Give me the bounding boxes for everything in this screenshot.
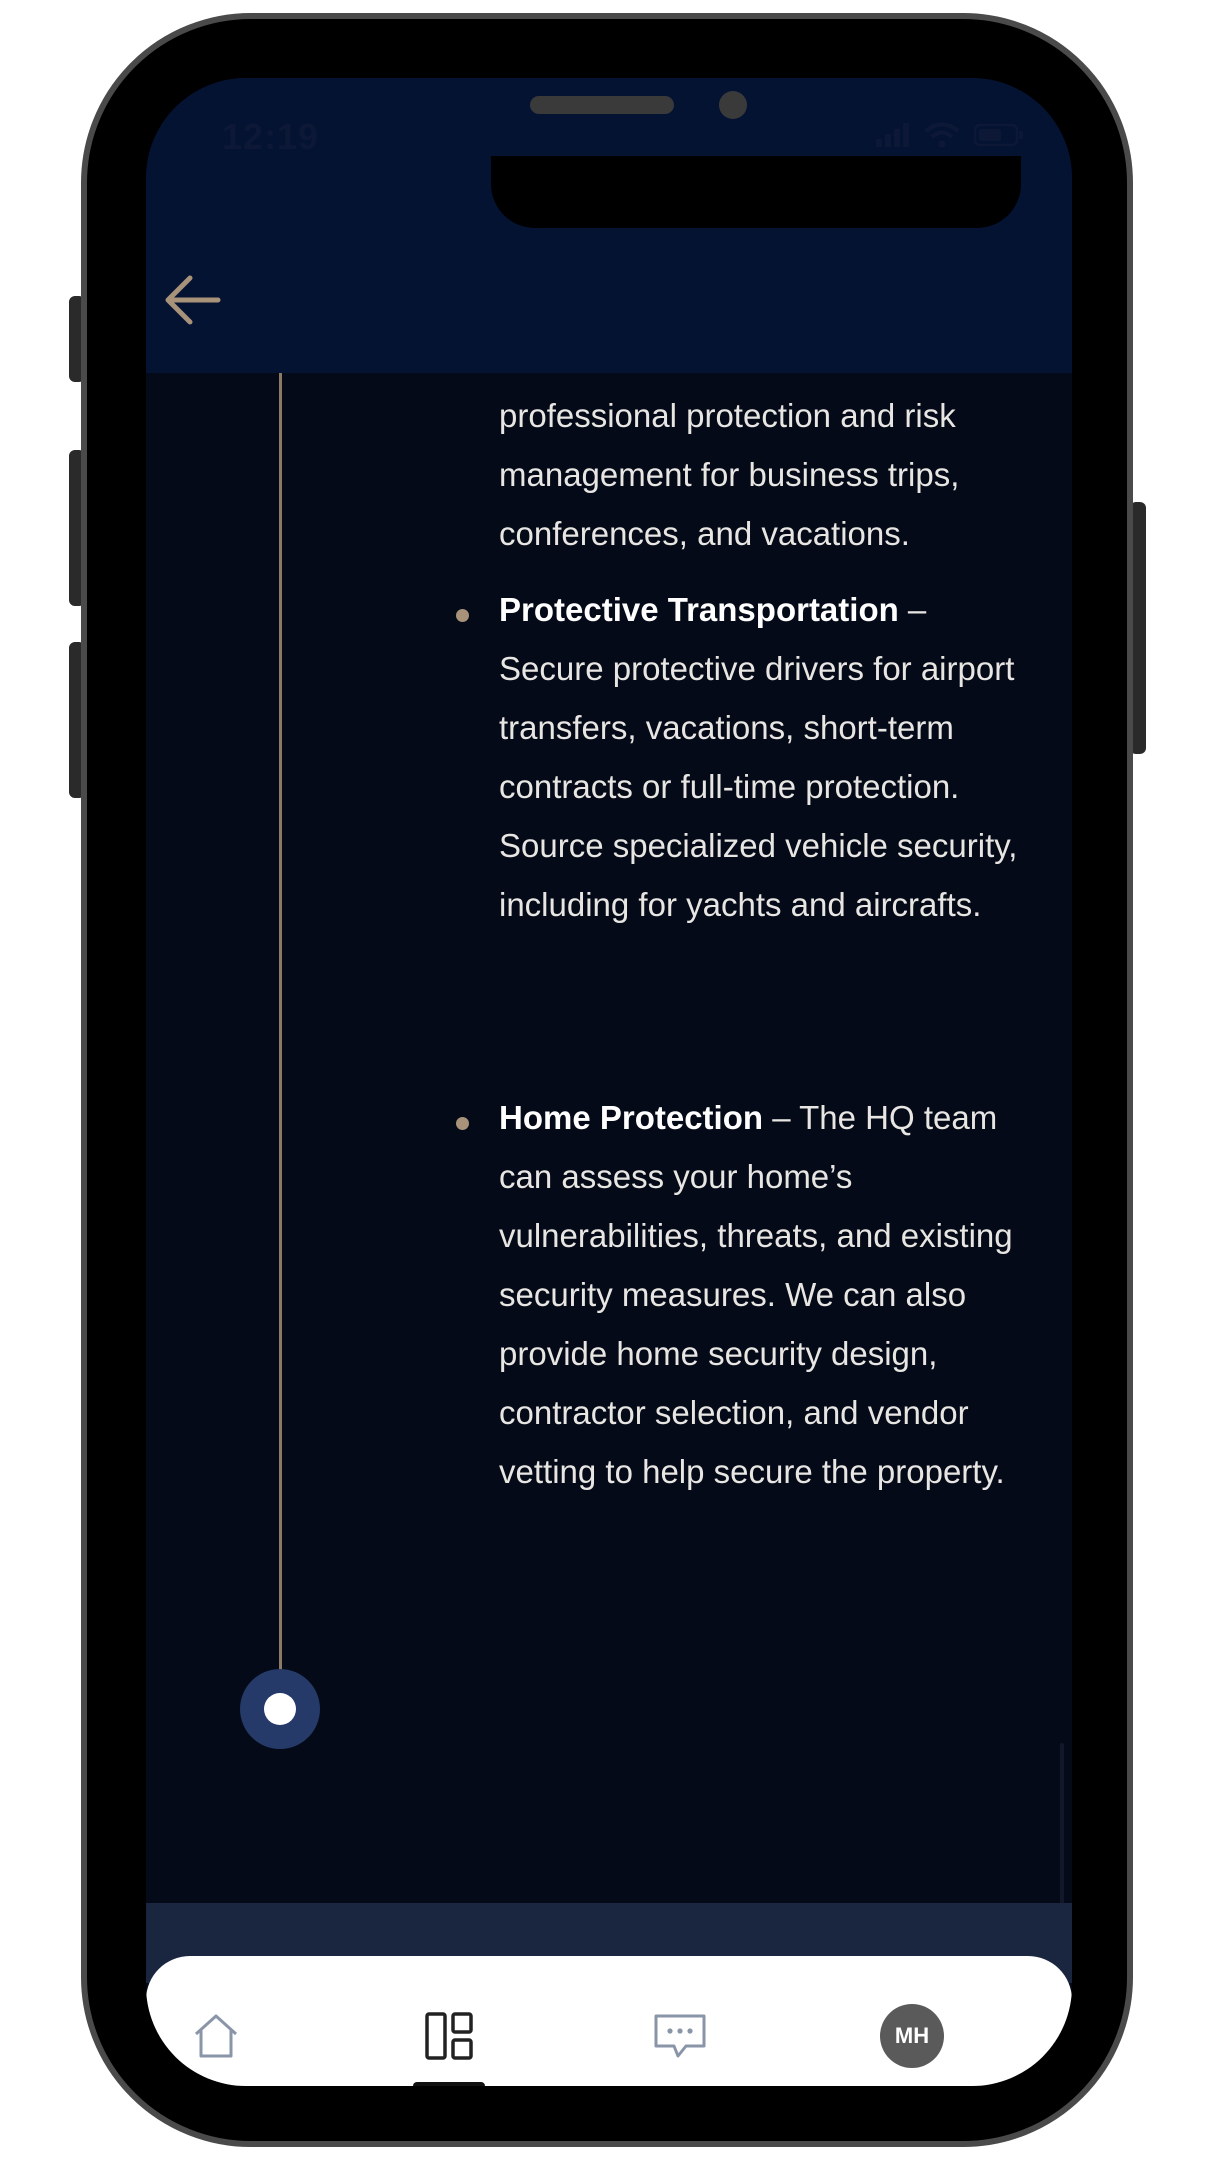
timeline-end-dot xyxy=(240,1669,320,1749)
item-separator: – xyxy=(763,1099,800,1136)
front-camera xyxy=(719,91,747,119)
phone-screen xyxy=(146,78,1072,2086)
battery-icon xyxy=(974,123,1024,147)
active-tab-indicator xyxy=(413,2082,485,2086)
tab-messages[interactable] xyxy=(640,1996,720,2076)
speaker-grille xyxy=(530,96,674,114)
top-header xyxy=(146,208,1072,373)
bullet-dot xyxy=(456,609,469,622)
status-time: 12:19 xyxy=(222,116,320,157)
home-icon xyxy=(190,2010,242,2062)
list-item-protective-transportation xyxy=(499,580,1029,934)
list-item-home-protection xyxy=(499,1088,1029,1501)
intro-paragraph: professional protection and risk management for business trips, conferences, and vacations. xyxy=(499,397,960,552)
tab-profile[interactable] xyxy=(872,1996,952,2076)
tab-dashboard[interactable] xyxy=(409,1996,489,2076)
dashboard-icon xyxy=(423,2010,475,2062)
wifi-icon xyxy=(924,122,960,148)
item-body: The HQ team can assess your home’s vulnerabilities, threats, and existing security measures. We can also provide home security design, contractor selection, and vendor vetting to help secure the property. xyxy=(499,1099,1013,1490)
signal-icon xyxy=(876,123,910,147)
avatar: MH xyxy=(880,2004,944,2068)
notch xyxy=(491,156,1021,228)
timeline-dot-center xyxy=(264,1693,296,1725)
item-body: Secure protective drivers for airport transfers, vacations, short-term contracts or full-time protection. Source specialized vehicle security, including for yachts and aircrafts. xyxy=(499,650,1018,923)
item-title: Protective Transportation xyxy=(499,591,899,628)
arrow-left-icon xyxy=(160,268,224,332)
back-button[interactable] xyxy=(160,268,224,332)
item-separator: – xyxy=(898,591,927,628)
status-icons xyxy=(876,122,1024,148)
content-area xyxy=(146,373,1072,1903)
bullet-dot xyxy=(456,1117,469,1130)
timeline-line xyxy=(279,373,282,1683)
item-title: Home Protection xyxy=(499,1099,764,1136)
chat-icon xyxy=(652,2010,708,2062)
tab-home[interactable] xyxy=(176,1996,256,2076)
bottom-tab-bar xyxy=(146,1956,1072,2086)
